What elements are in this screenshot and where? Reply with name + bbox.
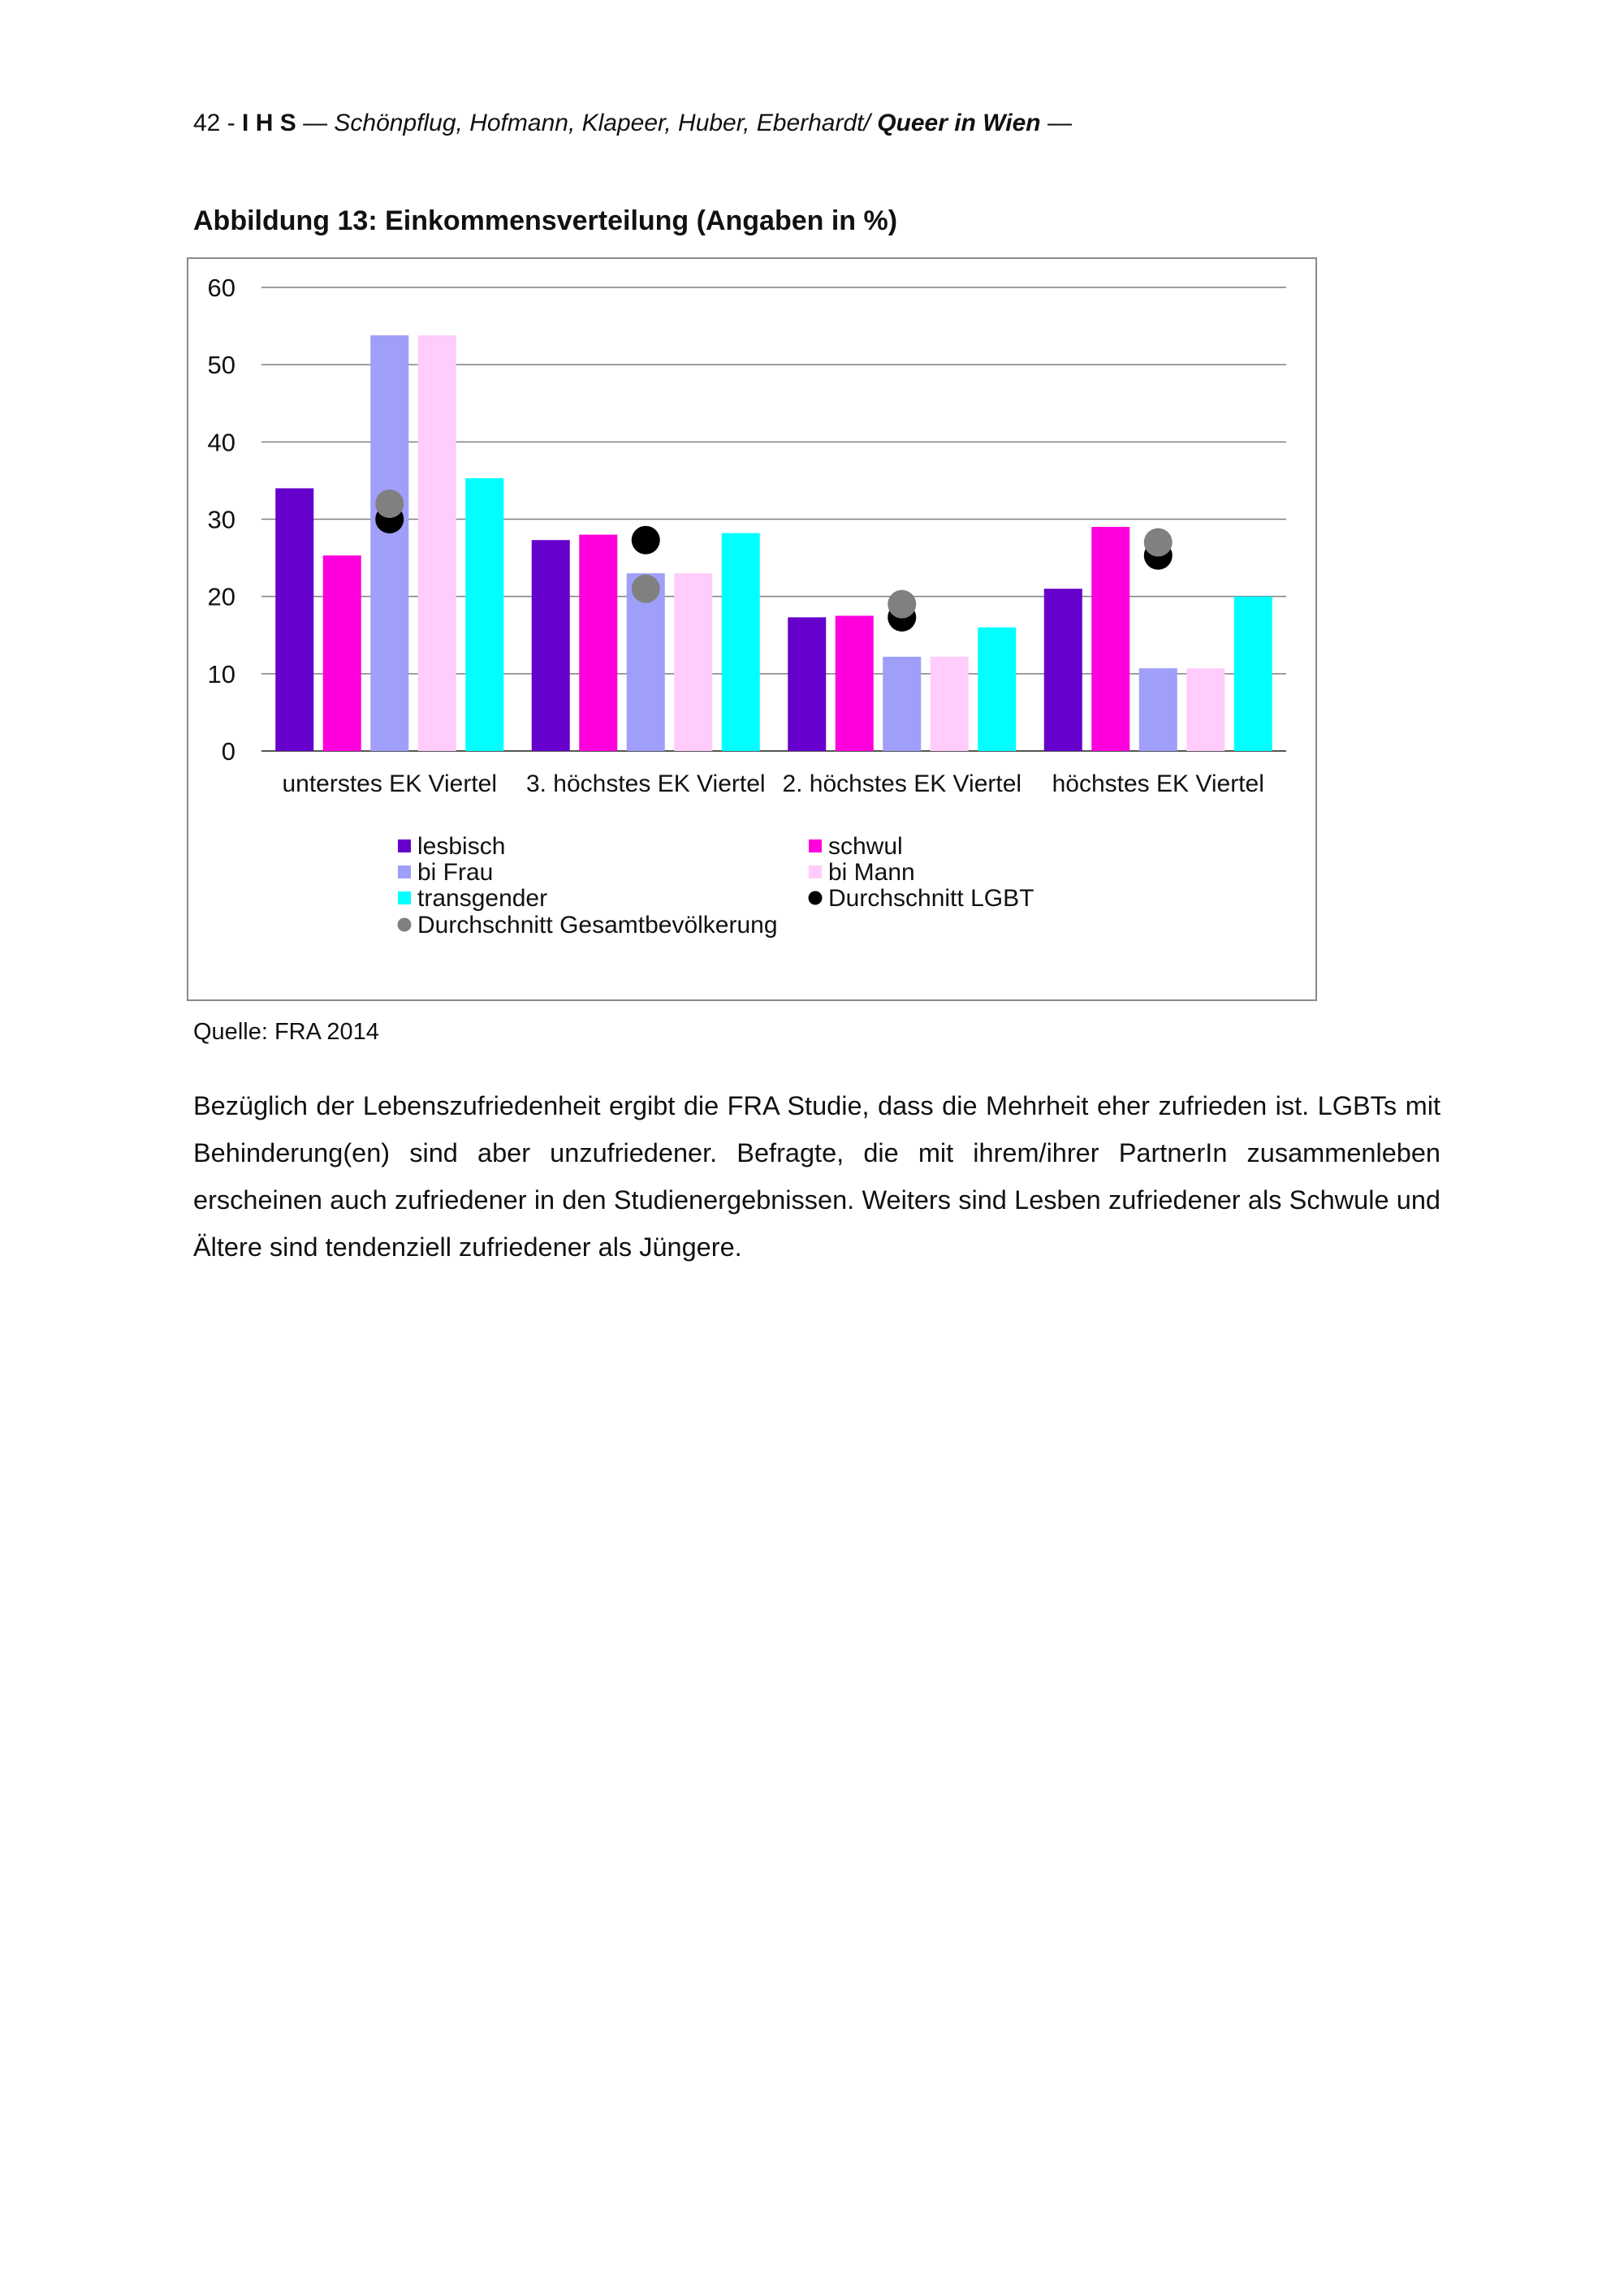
legend-swatch-bi-mann [809, 865, 822, 878]
bar-bi-mann [418, 335, 456, 751]
bar-bi-frau [1139, 668, 1177, 751]
bar-bi-mann [674, 573, 712, 751]
bar-schwul [323, 555, 361, 751]
figure-caption: Abbildung 13: Einkommensverteilung (Angaben in %) [193, 205, 898, 236]
bar-transgender [1234, 597, 1272, 751]
category-label: höchstes EK Viertel [1052, 770, 1264, 797]
body-paragraph: Bezüglich der Lebenszufriedenheit ergibt die FRA Studie, dass die Mehrheit eher zufrieden ist. LGBTs mit Behinderung(en) sind aber unzufriedener. Befragte, die mit ihrem/ihrer PartnerIn zusammenleben erscheinen auch zufriedener in den Studienergebnissen. Weiters sind Lesben zufriedener als Schwule und Ältere sind tendenziell zufriedener als Jüngere. [193, 1091, 1440, 1262]
header-authors: Schönpflug, Hofmann, Klapeer, Huber, Eberhardt/ [334, 110, 870, 136]
marker-durchschnitt-gesamtbev-lkerung [632, 575, 660, 603]
bar-lesbisch [788, 617, 826, 751]
chart-frame [187, 257, 1317, 1001]
legend-label-bi-mann: bi Mann [828, 859, 915, 886]
bar-lesbisch [532, 540, 570, 751]
legend-swatch-transgender [398, 891, 411, 904]
y-tick-label: 40 [207, 428, 235, 457]
marker-durchschnitt-lgbt [632, 526, 660, 555]
publisher-mark: I H S [242, 110, 296, 136]
bar-schwul [836, 615, 874, 751]
legend-label-transgender: transgender [417, 885, 548, 912]
y-tick-label: 10 [207, 659, 235, 688]
bar-bi-frau [370, 335, 408, 751]
legend-label-lesbisch: lesbisch [417, 833, 506, 860]
bar-schwul [1091, 527, 1129, 751]
bar-transgender [978, 628, 1016, 751]
bar-bi-mann [931, 657, 969, 751]
header-separator-end: — [1047, 110, 1072, 136]
bar-schwul [579, 535, 617, 751]
legend-swatch-lesbisch [398, 839, 411, 852]
running-header [193, 107, 1072, 140]
y-tick-label: 0 [221, 737, 235, 766]
figure-source: Quelle: FRA 2014 [193, 1019, 379, 1045]
y-tick-label: 30 [207, 505, 235, 534]
category-label: 2. höchstes EK Viertel [782, 770, 1022, 797]
y-tick-label: 50 [207, 351, 235, 380]
marker-durchschnitt-gesamtbev-lkerung [375, 490, 404, 518]
bar-lesbisch [1044, 589, 1082, 751]
marker-durchschnitt-gesamtbev-lkerung [1144, 529, 1173, 557]
bar-bi-frau [883, 657, 921, 751]
legend-label-schwul: schwul [828, 833, 903, 860]
bar-transgender [722, 533, 760, 751]
header-separator: — [303, 110, 328, 136]
category-label: 3. höchstes EK Viertel [525, 770, 766, 797]
legend-swatch-durchschnitt-gesamtbev-lkerung [398, 918, 412, 932]
y-tick-label: 20 [207, 582, 235, 611]
category-label: unterstes EK Viertel [282, 770, 498, 797]
legend-swatch-bi-frau [398, 865, 411, 878]
bar-lesbisch [275, 488, 313, 751]
y-tick-label: 60 [207, 274, 235, 302]
legend-swatch-schwul [809, 839, 822, 852]
page-number: 42 - [193, 110, 235, 136]
legend-swatch-durchschnitt-lgbt [809, 891, 823, 905]
legend-label-bi-frau: bi Frau [417, 859, 494, 886]
legend-label-durchschnitt-gesamtbev-lkerung: Durchschnitt Gesamtbevölkerung [417, 912, 778, 939]
legend-label-durchschnitt-lgbt: Durchschnitt LGBT [828, 885, 1034, 912]
marker-durchschnitt-gesamtbev-lkerung [888, 590, 916, 619]
income-distribution-chart [188, 259, 1315, 999]
bar-bi-mann [1186, 668, 1224, 751]
header-book-title: Queer in Wien [877, 110, 1041, 136]
bar-transgender [465, 478, 503, 751]
